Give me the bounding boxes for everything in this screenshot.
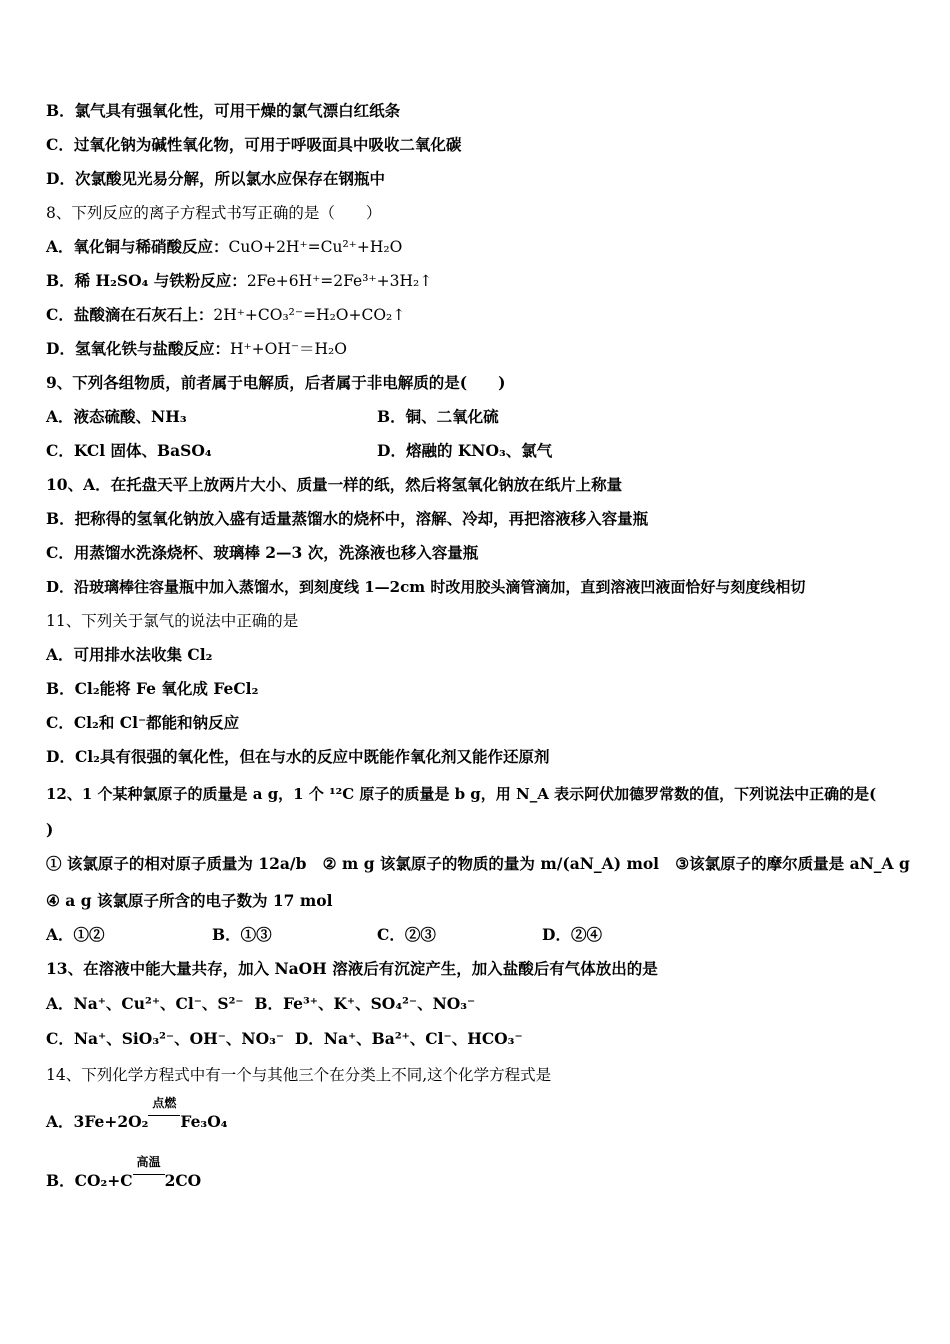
q14-a-condition-arrow [148, 1096, 180, 1133]
q12-statements-1-3 [46, 853, 910, 875]
q8-a-equation: CuO+2H⁺=Cu²⁺+H₂O [228, 238, 403, 256]
q7-option-d: D．次氯酸见光易分解，所以氯水应保存在钢瓶中 [46, 169, 385, 188]
q12-statement-4: ④ a g 该氯原子所含的电子数为 17 mol [46, 891, 333, 910]
q10-option-b: B．把称得的氢氧化钠放入盛有适量蒸馏水的烧杯中，溶解、冷却，再把溶液移入容量瓶 [46, 509, 649, 528]
q12-option-b: B．①③ [212, 925, 272, 944]
q14-b-condition-arrow [133, 1155, 165, 1192]
q14-option-b [46, 1155, 202, 1192]
q8-c-label: C．盐酸滴在石灰石上： [46, 305, 214, 324]
q11-option-c: C．Cl₂和 Cl⁻都能和钠反应 [46, 713, 240, 732]
q9-option-a: A．液态硫酸、NH₃ [46, 407, 187, 426]
q13-stem: 13、在溶液中能大量共存，加入 NaOH 溶液后有沉淀产生，加入盐酸后有气体放出的是 [46, 959, 658, 978]
q13-option-a: A．Na⁺、Cu²⁺、Cl⁻、S²⁻ [46, 994, 244, 1013]
q8-stem: 8、下列反应的离子方程式书写正确的是（ ） [46, 204, 382, 222]
q8-d-label: D．氢氧化铁与盐酸反应： [46, 339, 230, 358]
q8-option-c [46, 304, 405, 326]
q11-option-b: B．Cl₂能将 Fe 氧化成 FeCl₂ [46, 679, 259, 698]
q7-option-b: B．氯气具有强氧化性，可用干燥的氯气漂白红纸条 [46, 101, 401, 120]
q13-option-b: B．Fe³⁺、K⁺、SO₄²⁻、NO₃⁻ [254, 994, 476, 1013]
q12-option-c: C．②③ [377, 925, 436, 944]
q14-a-products: Fe₃O₄ [180, 1112, 228, 1131]
q13-option-d: D．Na⁺、Ba²⁺、Cl⁻、HCO₃⁻ [294, 1029, 523, 1048]
reaction-line [148, 1115, 180, 1116]
q8-option-a [46, 236, 402, 258]
q10-option-a: 10、A．在托盘天平上放两片大小、质量一样的纸，然后将氢氧化钠放在纸片上称量 [46, 475, 623, 494]
q12-option-d: D．②④ [542, 925, 602, 944]
q8-option-b [46, 270, 432, 292]
q13-options-a-b [46, 993, 475, 1015]
q9-option-c: C．KCl 固体、BaSO₄ [46, 441, 212, 460]
q14-b-products: 2CO [164, 1171, 202, 1190]
q14-a-condition: 点燃 [152, 1096, 177, 1110]
q14-b-condition: 高温 [136, 1155, 161, 1169]
q14-b-reactants: CO₂+C [74, 1171, 133, 1190]
q11-option-a: A．可用排水法收集 Cl₂ [46, 645, 213, 664]
q13-option-c: C．Na⁺、SiO₃²⁻、OH⁻、NO₃⁻ [46, 1029, 285, 1048]
q12-option-a: A．①② [46, 925, 105, 944]
q9-option-d: D．熔融的 KNO₃、氯气 [377, 441, 553, 460]
q12-stem-paren: ) [46, 820, 54, 839]
q9-stem: 9、下列各组物质，前者属于电解质，后者属于非电解质的是( ) [46, 373, 506, 392]
q8-d-equation: H⁺+OH⁻＝H₂O [229, 340, 347, 358]
q13-options-c-d [46, 1028, 523, 1050]
q12-statement-2: ② m g 该氯原子的物质的量为 m/(aN_A) mol [322, 854, 660, 873]
q11-stem: 11、下列关于氯气的说法中正确的是 [46, 612, 299, 630]
q14-b-label: B． [46, 1171, 75, 1190]
q11-option-d: D．Cl₂具有很强的氧化性，但在与水的反应中既能作氧化剂又能作还原剂 [46, 747, 550, 766]
q14-stem: 14、下列化学方程式中有一个与其他三个在分类上不同,这个化学方程式是 [46, 1066, 552, 1084]
q8-b-label: B．稀 H₂SO₄ 与铁粉反应： [46, 271, 247, 290]
q8-b-equation: 2Fe+6H⁺=2Fe³⁺+3H₂↑ [246, 272, 433, 290]
q10-option-c: C．用蒸馏水洗涤烧杯、玻璃棒 2—3 次，洗涤液也移入容量瓶 [46, 543, 479, 562]
q7-option-c: C．过氧化钠为碱性氧化物，可用于呼吸面具中吸收二氧化碳 [46, 135, 462, 154]
q9-option-b: B．铜、二氧化硫 [377, 407, 499, 426]
q10-option-d: D．沿玻璃棒往容量瓶中加入蒸馏水，到刻度线 1—2cm 时改用胶头滴管滴加，直到溶液凹液面恰好与刻度线相切 [46, 578, 806, 596]
q12-statement-3: ③该氯原子的摩尔质量是 aN_A g [675, 854, 910, 873]
reaction-line [133, 1174, 165, 1175]
q8-c-equation: 2H⁺+CO₃²⁻=H₂O+CO₂↑ [213, 306, 406, 324]
q12-statement-1: ① 该氯原子的相对原子质量为 12a/b [46, 854, 307, 873]
q14-a-label: A． [46, 1112, 74, 1131]
q14-option-a [46, 1096, 228, 1133]
q8-option-d [46, 338, 347, 360]
q12-stem: 12、1 个某种氯原子的质量是 a g，1 个 ¹²C 原子的质量是 b g，用 N_A 表示阿伏加德罗常数的值，下列说法中正确的是( [46, 785, 877, 803]
q8-a-label: A．氧化铜与稀硝酸反应： [46, 237, 229, 256]
q14-a-reactants: 3Fe+2O₂ [73, 1112, 149, 1131]
